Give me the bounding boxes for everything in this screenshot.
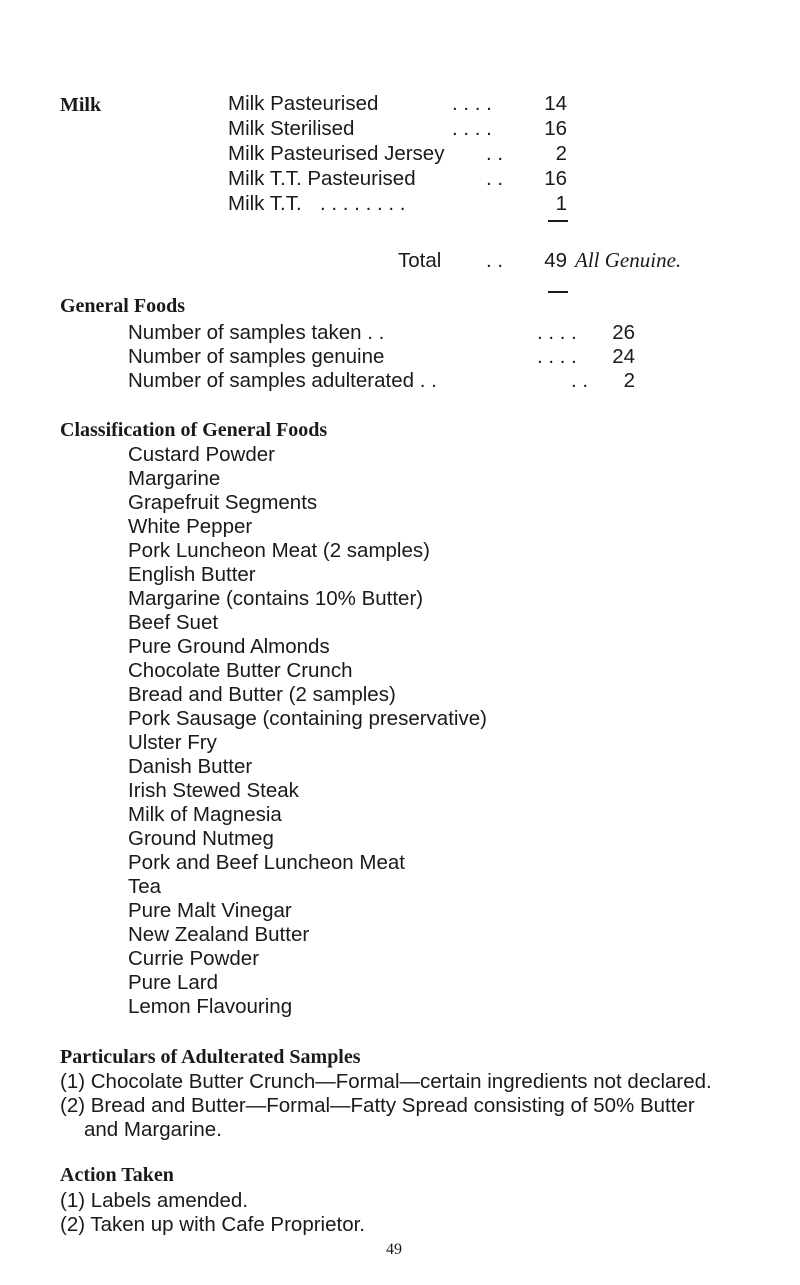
general-foods-row-dots: . .	[571, 369, 589, 392]
milk-row-dots: . . . .	[452, 117, 492, 140]
total-dots: . .	[486, 249, 504, 272]
general-foods-row-count: 26	[612, 321, 635, 344]
milk-row-count: 1	[555, 192, 567, 215]
milk-row-count: 14	[544, 92, 567, 115]
total-rule-top	[548, 220, 568, 222]
action-item-2: (2) Taken up with Cafe Proprietor.	[60, 1213, 365, 1236]
general-foods-row-label: Number of samples adulterated . .	[128, 369, 437, 392]
milk-row-count: 16	[544, 167, 567, 190]
total-count: 49	[544, 249, 567, 272]
general-foods-row-count: 2	[623, 369, 635, 392]
classification-item: Pure Ground Almonds	[128, 635, 330, 658]
classification-item: Pork and Beef Luncheon Meat	[128, 851, 405, 874]
classification-item: Pork Luncheon Meat (2 samples)	[128, 539, 430, 562]
general-foods-row-dots: . . . .	[537, 321, 577, 344]
classification-item: Grapefruit Segments	[128, 491, 318, 514]
milk-heading: Milk	[60, 94, 102, 116]
particulars-item-2-cont: and Margarine.	[84, 1118, 222, 1141]
milk-row-label: Milk T.T.	[228, 192, 302, 215]
milk-row-count: 2	[555, 142, 567, 165]
milk-row-label: Milk Pasteurised Jersey	[228, 142, 445, 165]
general-foods-row-label: Number of samples genuine	[128, 345, 385, 368]
general-foods-heading: General Foods	[60, 295, 185, 317]
classification-item: Beef Suet	[128, 611, 219, 634]
milk-row-dots: . .	[486, 167, 504, 190]
classification-item: English Butter	[128, 563, 256, 586]
milk-row-label: Milk Pasteurised	[228, 92, 379, 115]
classification-item: Lemon Flavouring	[128, 995, 293, 1018]
total-label: Total	[398, 249, 442, 272]
general-foods-row-dots: . . . .	[537, 345, 577, 368]
page-number: 49	[386, 1241, 402, 1258]
classification-item: Pork Sausage (containing preservative)	[128, 707, 487, 730]
classification-item: Ground Nutmeg	[128, 827, 274, 850]
classification-item: Irish Stewed Steak	[128, 779, 299, 802]
classification-item: Ulster Fry	[128, 731, 217, 754]
classification-item: White Pepper	[128, 515, 253, 538]
classification-item: Margarine	[128, 467, 221, 490]
classification-item: Custard Powder	[128, 443, 275, 466]
milk-row-label: Milk Sterilised	[228, 117, 355, 140]
particulars-item-1: (1) Chocolate Butter Crunch—Formal—certain ingredients not declared.	[60, 1070, 712, 1093]
classification-item: Chocolate Butter Crunch	[128, 659, 353, 682]
milk-row-dots: . .	[486, 142, 504, 165]
classification-item: Bread and Butter (2 samples)	[128, 683, 396, 706]
classification-heading: Classification of General Foods	[60, 419, 328, 441]
total-rule-bottom	[548, 291, 568, 293]
general-foods-row-label: Number of samples taken . .	[128, 321, 385, 344]
milk-row-label: Milk T.T. Pasteurised	[228, 167, 416, 190]
particulars-heading: Particulars of Adulterated Samples	[60, 1046, 361, 1068]
classification-item: New Zealand Butter	[128, 923, 310, 946]
classification-item: Currie Powder	[128, 947, 260, 970]
classification-item: Tea	[128, 875, 162, 898]
classification-item: Margarine (contains 10% Butter)	[128, 587, 424, 610]
classification-item: Milk of Magnesia	[128, 803, 282, 826]
general-foods-row-count: 24	[612, 345, 635, 368]
total-note: All Genuine.	[575, 248, 682, 272]
classification-item: Pure Lard	[128, 971, 219, 994]
classification-item: Danish Butter	[128, 755, 253, 778]
milk-row-dots: . . . .	[452, 92, 492, 115]
particulars-item-2: (2) Bread and Butter—Formal—Fatty Spread consisting of 50% Butter	[60, 1094, 695, 1117]
action-item-1: (1) Labels amended.	[60, 1189, 249, 1212]
milk-row-count: 16	[544, 117, 567, 140]
classification-item: Pure Malt Vinegar	[128, 899, 292, 922]
action-heading: Action Taken	[60, 1164, 174, 1186]
milk-row-dots: . . . . . . . .	[320, 192, 406, 215]
